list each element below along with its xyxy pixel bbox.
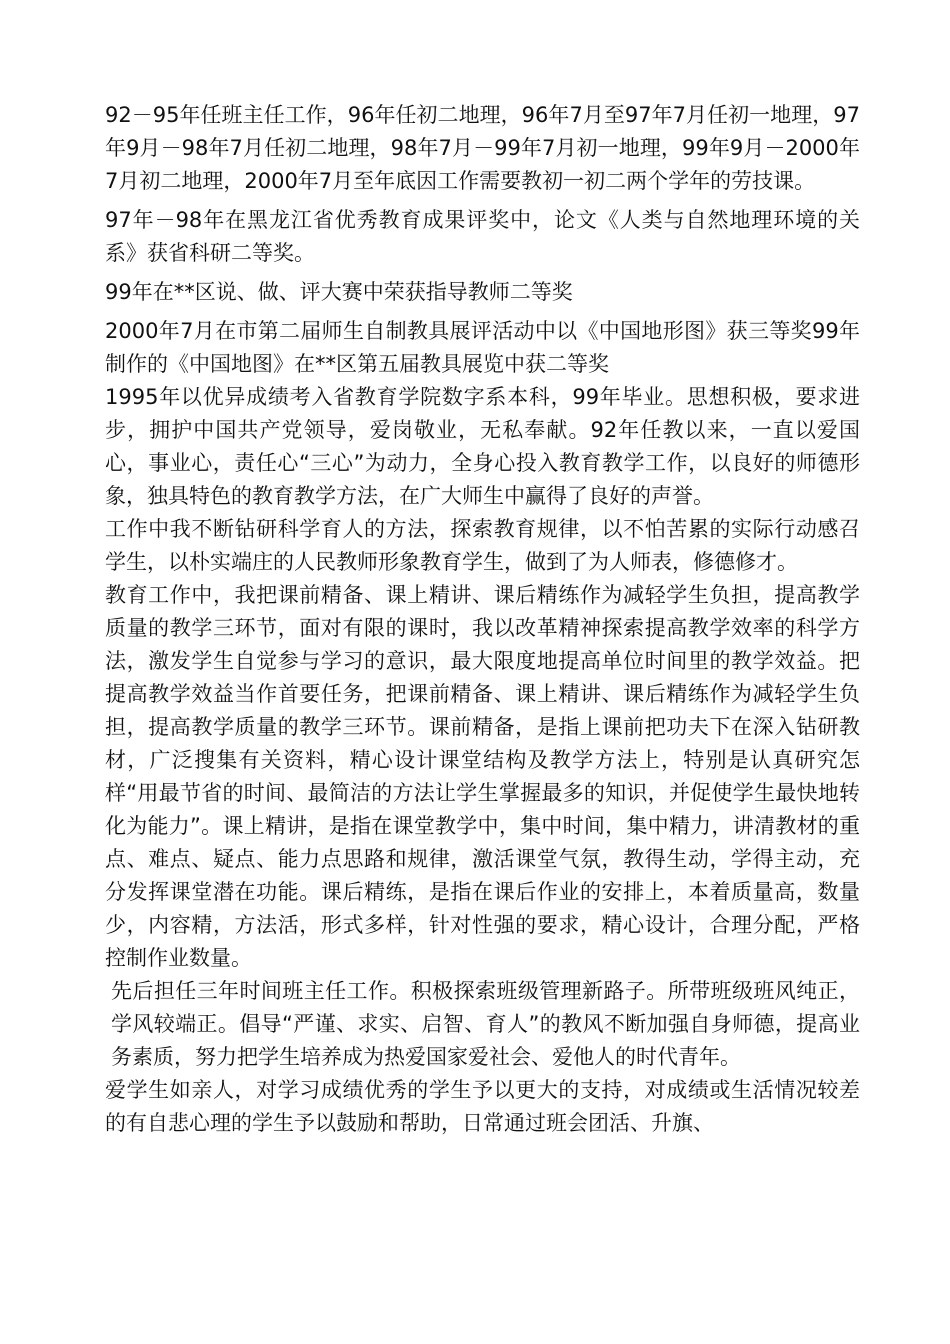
paragraph-education-background: 1995年以优异成绩考入省教育学院数字系本科，99年毕业。思想积极，要求进步，拥护中国共产党领导，爱岗敬业，无私奉献。92年任教以来，一直以爱国心，事业心，责任心“三心”为动力，全身心投入教育教学工作，以良好的师德形象，独具特色的教育教学方法，在广大师生中赢得了良好的声誉。 bbox=[105, 385, 860, 508]
paragraph-research-award: 97年－98年在黑龙江省优秀教育成果评奖中，论文《人类与自然地理环境的关系》获省科研二等奖。 bbox=[105, 208, 860, 265]
paragraph-student-care: 爱学生如亲人，对学习成绩优秀的学生予以更大的支持，对成绩或生活情况较差的有自悲心理的学生予以鼓励和帮助，日常通过班会团活、升旗、 bbox=[105, 1078, 860, 1135]
paragraph-teaching-method: 教育工作中，我把课前精备、课上精讲、课后精练作为减轻学生负担，提高教学质量的教学三环节，面对有限的课时，我以改革精神探索提高教学效率的科学方法，激发学生自觉参与学习的意识，最大限度地提高单位时间里的教学效益。把提高教学效益当作首要任务，把课前精备、课上精讲、课后精练作为减轻学生负担，提高教学质量的教学三环节。课前精备，是指上课前把功夫下在深入钻研教材，广泛搜集有关资料，精心设计课堂结构及教学方法上，特别是认真研究怎样“用最节省的时间、最简洁的方法让学生掌握最多的知识，并促使学生最快地转化为能力”。课上精讲，是指在课堂教学中，集中时间，集中精力，讲清教材的重点、难点、疑点、能力点思路和规律，激活课堂气氛，教得生动，学得主动，充分发挥课堂潜在功能。课后精练，是指在课后作业的安排上，本着质量高，数量少，内容精，方法活，形式多样，针对性强的要求，精心设计，合理分配，严格控制作业数量。 bbox=[105, 583, 860, 970]
paragraph-work-ethic: 工作中我不断钻研科学育人的方法，探索教育规律，以不怕苦累的实际行动感召学生，以朴实端庄的人民教师形象教育学生，做到了为人师表，修德修才。 bbox=[105, 517, 860, 574]
document-body bbox=[105, 99, 860, 1140]
paragraph-teaching-history: 92－95年任班主任工作，96年任初二地理，96年7月至97年7月任初一地理，97年9月－98年7月任初二地理，98年7月－99年7月初一地理，99年9月－2000年7月初二地理，2000年7月至年底因工作需要教初一初二两个学年的劳技课。 bbox=[105, 103, 860, 193]
paragraph-class-management: 先后担任三年时间班主任工作。积极探索班级管理新路子。所带班级班风纯正，学风较端正。倡导“严谨、求实、启智、育人”的教风不断加强自身师德，提高业务素质，努力把学生培养成为热爱国家爱社会、爱他人的时代青年。 bbox=[111, 979, 860, 1069]
paragraph-competition-award: 99年在**区说、做、评大赛中荣获指导教师二等奖 bbox=[105, 280, 573, 304]
paragraph-teaching-aid-award: 2000年7月在市第二届师生自制教具展评活动中以《中国地形图》获三等奖99年制作的《中国地图》在**区第五届教具展览中获二等奖 bbox=[105, 319, 860, 376]
